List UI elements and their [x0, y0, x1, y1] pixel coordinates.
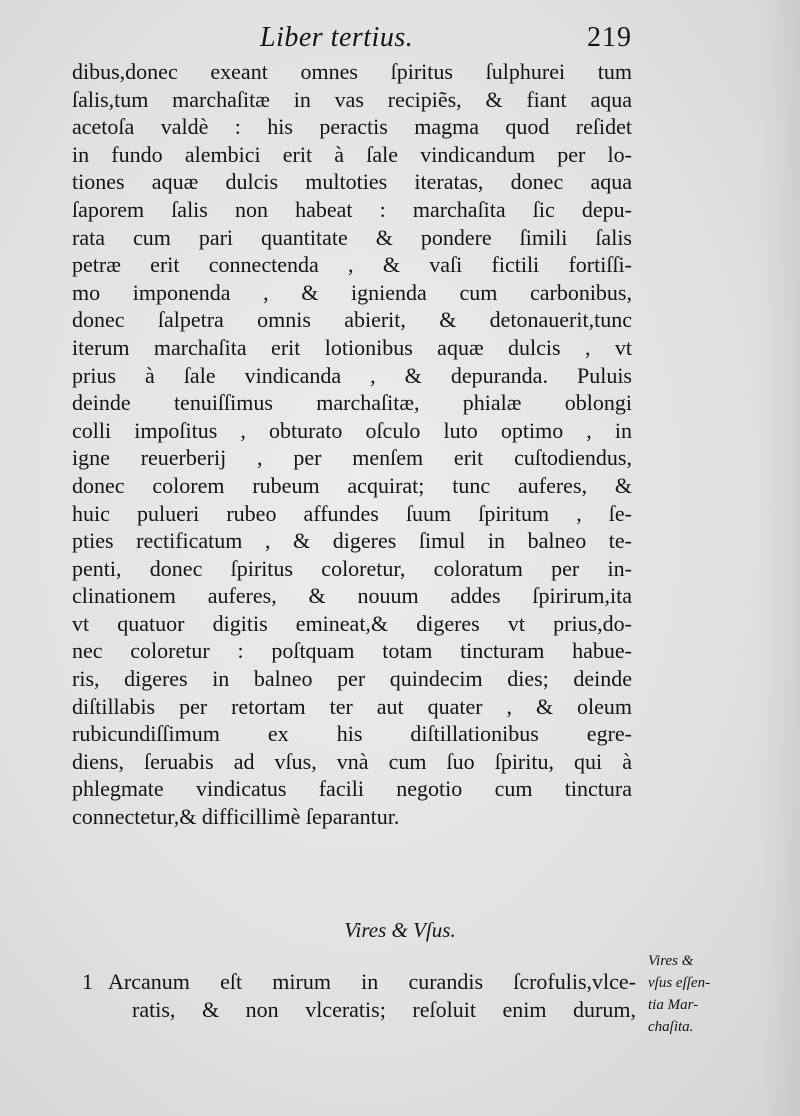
- text-line: tiones aquæ dulcis multoties iteratas, donec aqua: [72, 169, 632, 195]
- text-line: donec ſalpetra omnis abierit, & detonauerit,tunc: [72, 307, 632, 333]
- text-line: prius à ſale vindicanda , & depuranda. Puluis: [72, 362, 632, 388]
- text-line: pties rectificatum , & digeres ſimul in balneo te-: [72, 528, 632, 554]
- text-line: penti, donec ſpiritus coloretur, coloratum per in-: [72, 555, 632, 581]
- text-line: diſtillabis per retortam ter aut quater , & oleum: [72, 693, 632, 719]
- text-line: phlegmate vindicatus facili negotio cum tinctura: [72, 776, 632, 802]
- text-line: clinationem auferes, & nouum addes ſpirirum,ita: [72, 583, 632, 609]
- text-line: nec coloretur : poſtquam totam tincturam habue-: [72, 638, 632, 664]
- text-line: deinde tenuiſſimus marchaſitæ, phialæ oblongi: [72, 390, 632, 416]
- margin-note-line: Vires &: [648, 953, 694, 969]
- text-line: ratis, & non vlceratis; reſoluit enim durum,: [132, 996, 636, 1022]
- text-line: ris, digeres in balneo per quindecim dies; deinde: [72, 666, 632, 692]
- section-heading: Vires & Vſus.: [344, 918, 456, 942]
- margin-note: [648, 950, 798, 1038]
- text-line: ſaporem ſalis non habeat : marchaſita ſic depu-: [72, 196, 632, 222]
- text-line: rata cum pari quantitate & pondere ſimili ſalis: [72, 224, 632, 250]
- text-line: ſalis,tum marchaſitæ in vas recipiẽs, & fiant aqua: [72, 86, 632, 112]
- page-number: 219: [587, 22, 632, 53]
- text-line: colli impoſitus , obturato oſculo luto optimo , in: [72, 417, 632, 443]
- text-line: iterum marchaſita erit lotionibus aquæ dulcis , vt: [72, 334, 632, 360]
- text-line: rubicundiſſimum ex his diſtillationibus egre-: [72, 721, 632, 747]
- text-line: petræ erit connectenda , & vaſi fictili fortiſſi-: [72, 252, 632, 278]
- item-number: 1: [82, 969, 93, 994]
- text-line: acetoſa valdè : his peractis magma quod reſidet: [72, 114, 632, 140]
- text-line: igne reuerberij , per menſem erit cuſtodiendus,: [72, 445, 632, 471]
- text-line: vt quatuor digitis emineat,& digeres vt prius,do-: [72, 610, 632, 636]
- margin-note-line: tia Mar-: [648, 997, 699, 1013]
- page-header: [72, 22, 632, 62]
- margin-note-line: chaſita.: [648, 1019, 694, 1035]
- running-head: Liber tertius.: [260, 22, 414, 53]
- text-line: connectetur,& difficillimè ſeparantur.: [72, 804, 400, 830]
- main-text-block: [72, 58, 632, 831]
- text-line: diens, ſeruabis ad vſus, vnà cum ſuo ſpiritu, qui à: [72, 748, 632, 774]
- text-line: mo imponenda , & ignienda cum carbonibus,: [72, 279, 632, 305]
- margin-note-line: vſus eſſen-: [648, 975, 711, 991]
- text-line: in fundo alembici erit à ſale vindicandum per lo-: [72, 141, 632, 167]
- text-line: huic pulueri rubeo affundes ſuum ſpiritum , ſe-: [72, 500, 632, 526]
- text-line: Arcanum eſt mirum in curandis ſcrofulis,vlce-: [108, 969, 636, 994]
- text-line: donec colorem rubeum acquirat; tunc auferes, &: [72, 472, 632, 498]
- text-line: dibus,donec exeant omnes ſpiritus ſulphurei tum: [72, 59, 632, 84]
- item-text: [108, 968, 636, 1023]
